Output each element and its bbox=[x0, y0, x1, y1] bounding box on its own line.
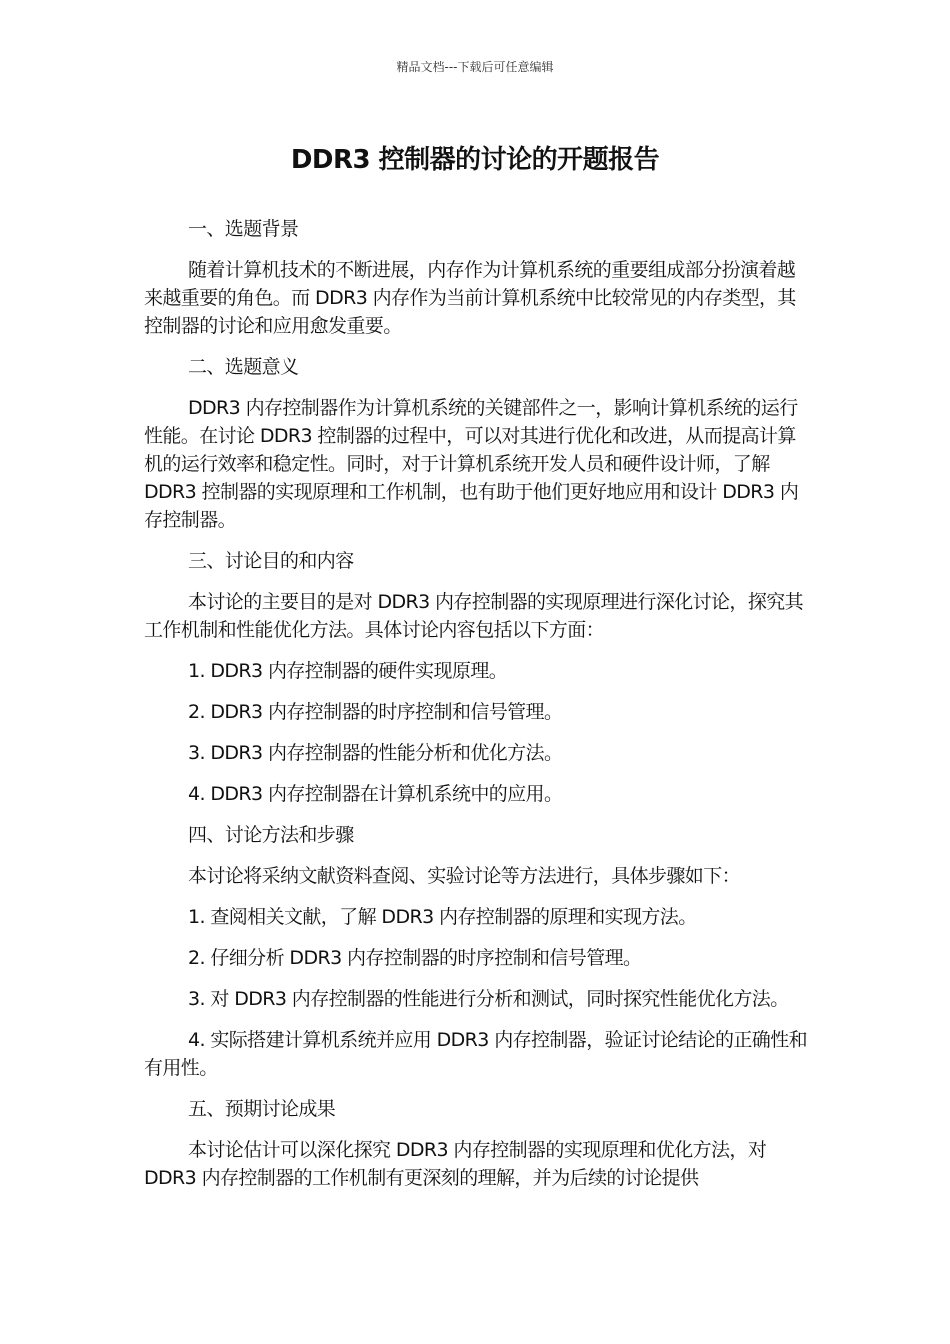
paragraph: 本讨论估计可以深化探究 DDR3 内存控制器的实现原理和优化方法，对 DDR3 内存控制器的工作机制有更深刻的理解，并为后续的讨论提供 bbox=[144, 1139, 767, 1189]
section-heading: 三、讨论目的和内容 bbox=[188, 550, 354, 572]
section-heading: 一、选题背景 bbox=[188, 218, 299, 240]
list-item: 4. DDR3 内存控制器在计算机系统中的应用。 bbox=[188, 783, 563, 805]
list-item: 1. DDR3 内存控制器的硬件实现原理。 bbox=[188, 660, 508, 682]
paragraph: DDR3 内存控制器作为计算机系统的关键部件之一，影响计算机系统的运行性能。在讨论 DDR3 控制器的过程中，可以对其进行优化和改进，从而提高计算机的运行效率和稳定性。同时，对于计算机系统开发人员和硬件设计师，了解 DDR3 控制器的实现原理和工作机制，也有助于他们更好地应用和设计 DDR3 内存控制器。 bbox=[144, 397, 799, 531]
header-note: 精品文档---下载后可任意编辑 bbox=[396, 60, 554, 74]
list-item: 4. 实际搭建计算机系统并应用 DDR3 内存控制器，验证讨论结论的正确性和有用性。 bbox=[144, 1029, 807, 1079]
document-body bbox=[144, 215, 808, 1205]
paragraph: 随着计算机技术的不断进展，内存作为计算机系统的重要组成部分扮演着越来越重要的角色。而 DDR3 内存作为当前计算机系统中比较常见的内存类型，其控制器的讨论和应用愈发重要。 bbox=[144, 259, 796, 337]
list-item: 2. DDR3 内存控制器的时序控制和信号管理。 bbox=[188, 701, 563, 723]
section-heading: 五、预期讨论成果 bbox=[188, 1098, 336, 1120]
list-item: 3. 对 DDR3 内存控制器的性能进行分析和测试，同时探究性能优化方法。 bbox=[188, 988, 789, 1010]
list-item: 1. 查阅相关文献，了解 DDR3 内存控制器的原理和实现方法。 bbox=[188, 906, 697, 928]
list-item: 3. DDR3 内存控制器的性能分析和优化方法。 bbox=[188, 742, 563, 764]
paragraph: 本讨论将采纳文献资料查阅、实验讨论等方法进行，具体步骤如下： bbox=[188, 865, 741, 887]
paragraph: 本讨论的主要目的是对 DDR3 内存控制器的实现原理进行深化讨论，探究其工作机制和性能优化方法。具体讨论内容包括以下方面： bbox=[144, 591, 804, 641]
section-heading: 四、讨论方法和步骤 bbox=[188, 824, 354, 846]
document-title: DDR3 控制器的讨论的开题报告 bbox=[290, 145, 660, 175]
list-item: 2. 仔细分析 DDR3 内存控制器的时序控制和信号管理。 bbox=[188, 947, 642, 969]
section-heading: 二、选题意义 bbox=[188, 356, 299, 378]
